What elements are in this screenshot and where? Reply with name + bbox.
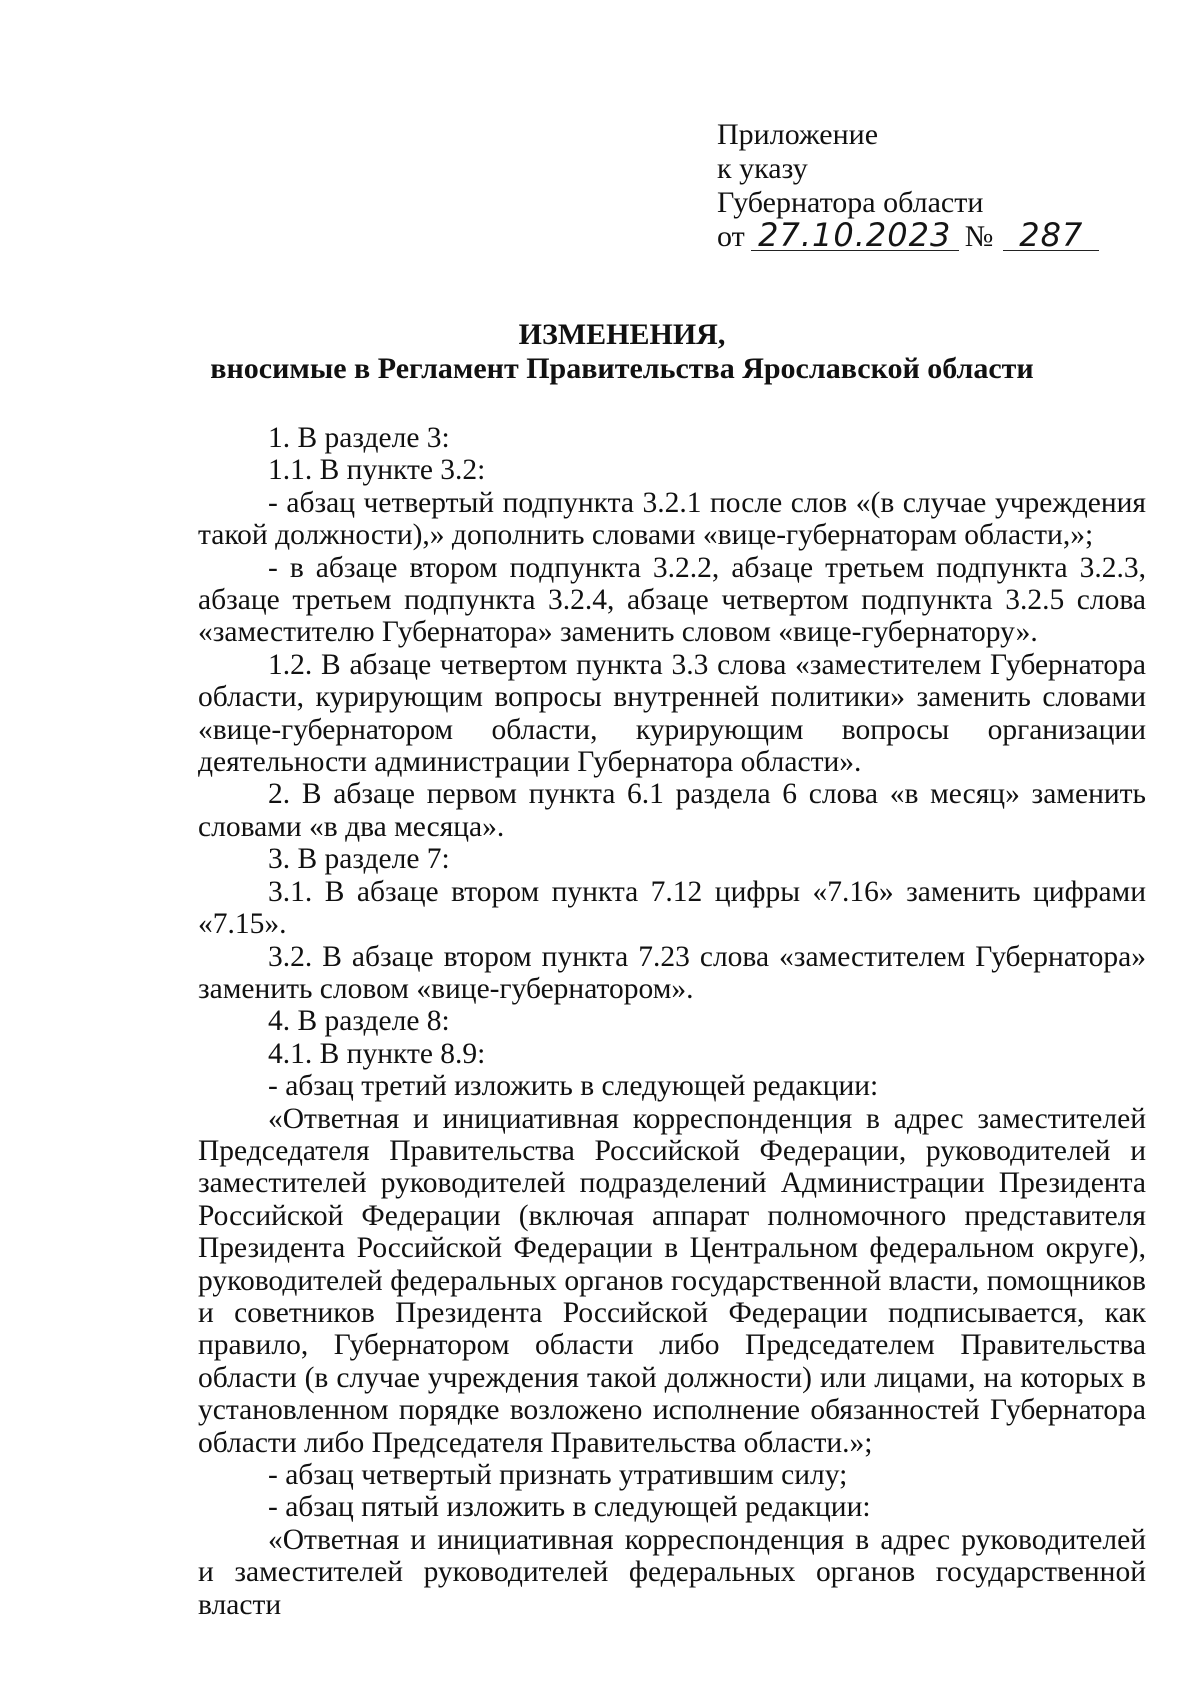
appendix-governor: Губернатора области	[717, 186, 984, 219]
document-heading: ИЗМЕНЕНИЯ,	[518, 318, 726, 351]
paragraph: 4.1. В пункте 8.9:	[268, 1037, 486, 1070]
paragraph: - абзац пятый изложить в следующей редакции:	[268, 1491, 871, 1524]
paragraph: «Ответная и инициативная корреспонденция в адрес заместителей Председателя Правительства Российской Федерации, руководителей и заместителей руководителей подразделений Администрации Президента Российской Федерации (включая аппарат полномочного представителя Президента Российской Федерации в Центральном федеральном округе), руководителей федеральных органов государственной власти, помощников и советников Президента Российской Федерации подписывается, как правило, Губернатором области либо Председателем Правительства области (в случае учреждения такой должности) или лицами, на которых в установленном порядке возложено исполнение обязанностей Губернатора области либо Председателя Правительства области.»;	[198, 1102, 1146, 1459]
paragraph: - абзац четвертый признать утратившим силу;	[268, 1459, 848, 1491]
appendix-label: Приложение	[717, 118, 879, 151]
document-subheading: вносимые в Регламент Правительства Ярославской области	[210, 352, 1034, 385]
appendix-date-line	[717, 216, 1117, 254]
paragraph: - в абзаце втором подпункта 3.2.2, абзаце третьем подпункта 3.2.3, абзаце третьем подпункта 3.2.4, абзаце четвертом подпункта 3.2.5 слова «заместителю Губернатора» заменить словом «вице-губернатору».	[198, 551, 1146, 649]
paragraph: 3.1. В абзаце втором пункта 7.12 цифры «7.16» заменить цифрами «7.15».	[198, 875, 1146, 941]
date-prefix: от	[717, 220, 745, 253]
paragraph: - абзац четвертый подпункта 3.2.1 после слов «(в случае учреждения такой должности),» дополнить словами «вице-губернаторам области,»;	[198, 486, 1146, 552]
handwritten-date: 27.10.2023	[751, 220, 959, 251]
paragraph: 3. В разделе 7:	[268, 843, 450, 876]
paragraph: 1.2. В абзаце четвертом пункта 3.3 слова «заместителем Губернатора области, курирующим вопросы внутренней политики» заменить словами «вице-губернатором области, курирующим вопросы организации деятельности администрации Губернатора области».	[198, 648, 1146, 779]
paragraph: 1.1. В пункте 3.2:	[268, 454, 486, 487]
paragraph: 3.2. В абзаце втором пункта 7.23 слова «заместителем Губернатора» заменить словом «вице-губернатором».	[198, 940, 1146, 1005]
paragraph: «Ответная и инициативная корреспонденция в адрес руководителей и заместителей руководителей федеральных органов государственной власти	[198, 1523, 1146, 1621]
paragraph: 1. В разделе 3:	[268, 422, 450, 454]
number-sign: №	[964, 220, 994, 253]
handwritten-number: 287	[1003, 220, 1099, 251]
document-body	[198, 422, 1146, 1621]
paragraph: 4. В разделе 8:	[268, 1005, 450, 1038]
appendix-block	[717, 118, 1117, 254]
paragraph: - абзац третий изложить в следующей редакции:	[268, 1070, 879, 1103]
appendix-to-decree: к указу	[717, 152, 808, 185]
paragraph: 2. В абзаце первом пункта 6.1 раздела 6 слова «в месяц» заменить словами «в два месяца».	[198, 778, 1146, 843]
